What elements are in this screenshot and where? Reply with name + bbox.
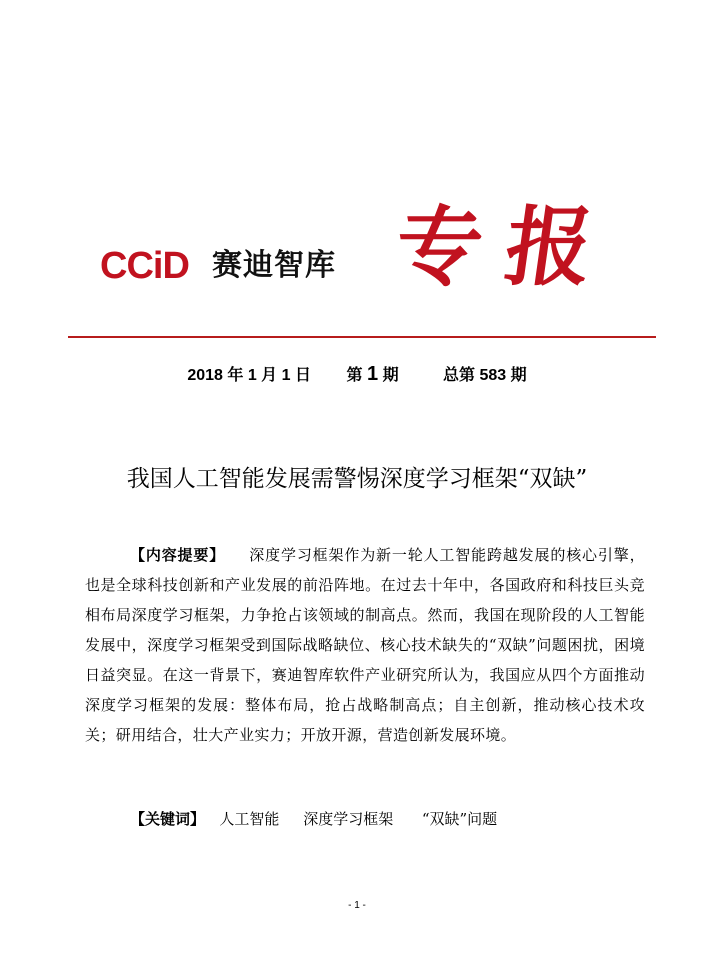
report-title: 专报 — [388, 197, 624, 298]
issue-info — [0, 362, 714, 386]
page-number: - 1 - — [348, 900, 366, 911]
ccid-logo: CCiD — [100, 245, 189, 287]
total-issue: 总第 583 期 — [443, 367, 527, 384]
issue-number: 1 — [367, 363, 379, 385]
document-title: 我国人工智能发展需警惕深度学习框架“双缺” — [126, 466, 588, 492]
keyword: “双缺”问题 — [421, 810, 498, 828]
divider — [68, 336, 656, 338]
logo-name: 赛迪智库 — [212, 248, 336, 283]
issue-suffix: 期 — [382, 367, 399, 384]
abstract-text: 深度学习框架作为新一轮人工智能跨越发展的核心引擎，也是全球科技创新和产业发展的前沿阵地。在过去十年中，各国政府和科技巨头竞相布局深度学习框架，力争抢占该领域的制高点。然而，我国在现阶段的人工智能发展中，深度学习框架受到国际战略缺位、核心技术缺失的“双缺”问题困扰，困境日益突显。在这一背景下，赛迪智库软件产业研究所认为，我国应从四个方面推动深度学习框架的发展：整体布局，抢占战略制高点；自主创新，推动核心技术攻关；研用结合，壮大产业实力；开放开源，营造创新发展环境。 — [85, 546, 645, 744]
keyword: 深度学习框架 — [303, 810, 394, 828]
issue-date: 2018 年 1 月 1 日 — [187, 367, 311, 384]
keywords — [130, 804, 497, 834]
abstract — [85, 540, 645, 750]
masthead — [100, 197, 624, 315]
issue-prefix: 第 — [346, 367, 363, 384]
keywords-label: 【关键词】 — [130, 810, 206, 828]
keyword: 人工智能 — [219, 810, 280, 828]
abstract-label: 【内容提要】 — [130, 546, 218, 564]
